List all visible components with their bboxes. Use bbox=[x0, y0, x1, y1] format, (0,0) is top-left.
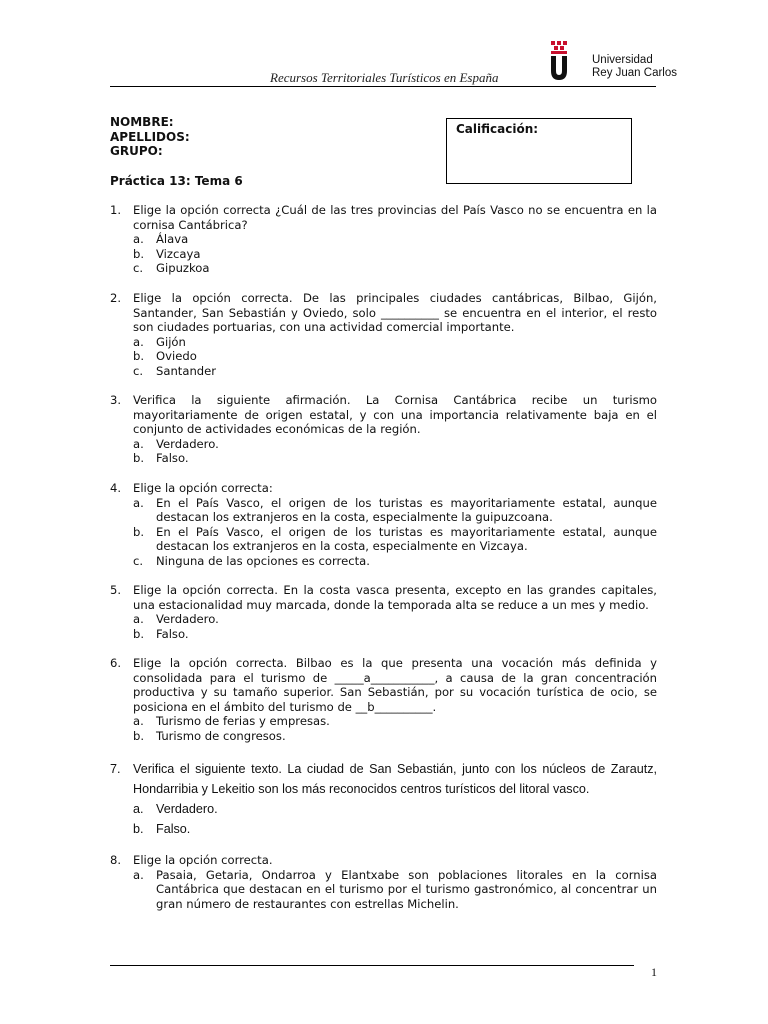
option-text: Verdadero. bbox=[156, 612, 219, 627]
question-8 bbox=[110, 853, 657, 911]
option-item bbox=[110, 349, 657, 364]
question-number: 3. bbox=[110, 393, 122, 407]
urjc-emblem-icon bbox=[548, 40, 592, 84]
nombre-label: NOMBRE: bbox=[110, 115, 174, 129]
option-text: Falso. bbox=[156, 451, 189, 466]
option-item bbox=[110, 868, 657, 912]
option-letter: b. bbox=[133, 728, 145, 743]
option-letter: b. bbox=[133, 524, 145, 539]
option-letter: a. bbox=[133, 232, 144, 247]
option-letter: a. bbox=[133, 867, 144, 882]
option-letter: a. bbox=[133, 436, 144, 451]
option-text: Falso. bbox=[156, 822, 191, 836]
question-number: 5. bbox=[110, 583, 122, 597]
option-letter: a. bbox=[133, 612, 144, 627]
question-text: Elige la opción correcta. Bilbao es la que presenta una vocación más definida y consolidada para el turismo de _____a___________, a causa de la gran concentración productiva y su tamaño superior. San Sebastián, por su vocación turística de ocio, se posiciona en el ámbito del turismo de __b__________. bbox=[133, 656, 657, 714]
question-4 bbox=[110, 481, 657, 569]
option-text: Gijón bbox=[156, 334, 186, 349]
option-letter: c. bbox=[133, 261, 144, 276]
option-item bbox=[110, 335, 657, 350]
option-letter: b. bbox=[133, 349, 145, 364]
option-item bbox=[110, 525, 657, 554]
option-item bbox=[110, 714, 657, 729]
option-text: Oviedo bbox=[156, 349, 197, 364]
grade-box bbox=[446, 118, 632, 184]
question-text: Elige la opción correcta. De las principales ciudades cantábricas, Bilbao, Gijón, Santander, San Sebastián y Oviedo, solo __________ se encuentra en el interior, el resto son ciudades portuarias, con una actividad comercial importante. bbox=[133, 291, 657, 335]
option-item bbox=[110, 627, 657, 642]
option-letter: c. bbox=[133, 363, 144, 378]
page-number: 1 bbox=[651, 965, 657, 979]
option-text: Santander bbox=[156, 363, 217, 378]
option-letter: b. bbox=[133, 626, 145, 641]
university-name bbox=[592, 54, 677, 80]
question-number: 4. bbox=[110, 481, 122, 495]
option-letter: a. bbox=[133, 495, 144, 510]
option-text: Gipuzkoa bbox=[156, 261, 210, 276]
question-number: 1. bbox=[110, 203, 122, 217]
option-text: Turismo de ferias y empresas. bbox=[156, 714, 330, 729]
question-1 bbox=[110, 203, 657, 276]
question-text: Elige la opción correcta ¿Cuál de las tres provincias del País Vasco no se encuentra en la cornisa Cantábrica? bbox=[133, 203, 657, 232]
option-text: Álava bbox=[156, 232, 189, 247]
practice-title: Práctica 13: Tema 6 bbox=[110, 174, 243, 188]
option-text: En el País Vasco, el origen de los turistas es mayoritariamente estatal, aunque destacan los extranjeros en la costa, especialmente la guipuzcoana. bbox=[156, 495, 657, 525]
question-2 bbox=[110, 291, 657, 379]
question-number: 7. bbox=[110, 762, 121, 776]
option-text: Pasaia, Getaria, Ondarroa y Elantxabe son poblaciones litorales en la cornisa Cantábrica que destacan en el turismo por el turismo gastronómico, al concentrar un gran número de restaurantes con estrellas Michelin. bbox=[156, 867, 657, 911]
question-number: 2. bbox=[110, 291, 122, 305]
student-identity-block bbox=[110, 115, 190, 159]
option-item bbox=[110, 261, 657, 276]
question-number: 6. bbox=[110, 656, 122, 670]
option-item bbox=[110, 496, 657, 525]
question-text: Elige la opción correcta. En la costa vasca presenta, excepto en las grandes capitales, una estacionalidad muy marcada, donde la temporada alta se reduce a un mes y medio. bbox=[133, 583, 657, 612]
question-text: Elige la opción correcta. bbox=[133, 853, 273, 867]
university-logo bbox=[548, 40, 678, 84]
option-letter: a. bbox=[133, 714, 144, 729]
option-letter: b. bbox=[133, 451, 145, 466]
option-text: En el País Vasco, el origen de los turistas es mayoritariamente estatal, aunque destacan los extranjeros en la costa, especialmente en Vizcaya. bbox=[156, 524, 657, 554]
option-text: Ninguna de las opciones es correcta. bbox=[156, 553, 370, 568]
option-letter: b. bbox=[133, 822, 144, 836]
question-number: 8. bbox=[110, 853, 122, 867]
option-letter: a. bbox=[133, 334, 144, 349]
grade-label: Calificación: bbox=[456, 122, 539, 136]
option-item bbox=[110, 554, 657, 569]
question-7 bbox=[110, 759, 657, 839]
question-text: Elige la opción correcta: bbox=[133, 481, 273, 495]
option-text: Verdadero. bbox=[156, 802, 218, 816]
grupo-label: GRUPO: bbox=[110, 144, 163, 158]
option-letter: a. bbox=[133, 802, 144, 816]
option-text: Verdadero. bbox=[156, 436, 219, 451]
footer-divider bbox=[110, 965, 634, 966]
question-text: Verifica el siguiente texto. La ciudad de San Sebastián, junto con los núcleos de Zarautz, Hondarribia y Lekeitio son los más reconocidos centros turísticos del litoral vasco. bbox=[133, 762, 657, 796]
university-name-line1: Universidad bbox=[592, 54, 653, 66]
option-item bbox=[110, 799, 657, 819]
university-name-line2: Rey Juan Carlos bbox=[592, 67, 678, 79]
option-letter: c. bbox=[133, 553, 144, 568]
apellidos-label: APELLIDOS: bbox=[110, 129, 190, 144]
option-text: Turismo de congresos. bbox=[156, 728, 286, 743]
question-3 bbox=[110, 393, 657, 466]
option-item bbox=[110, 451, 657, 466]
question-5 bbox=[110, 583, 657, 641]
option-text: Falso. bbox=[156, 626, 189, 641]
question-text: Verifica la siguiente afirmación. La Cornisa Cantábrica recibe un turismo mayoritariamente de origen estatal, y con una importancia relativamente baja en el conjunto de actividades económicas de la región. bbox=[133, 393, 657, 437]
option-item bbox=[110, 247, 657, 262]
option-item bbox=[110, 364, 657, 379]
option-item bbox=[110, 819, 657, 839]
question-6 bbox=[110, 656, 657, 744]
option-letter: b. bbox=[133, 246, 145, 261]
option-item bbox=[110, 232, 657, 247]
option-item bbox=[110, 729, 657, 744]
header-divider bbox=[110, 86, 656, 87]
option-item bbox=[110, 437, 657, 452]
option-item bbox=[110, 612, 657, 627]
option-text: Vizcaya bbox=[156, 246, 201, 261]
running-header-title: Recursos Territoriales Turísticos en España bbox=[270, 70, 499, 85]
